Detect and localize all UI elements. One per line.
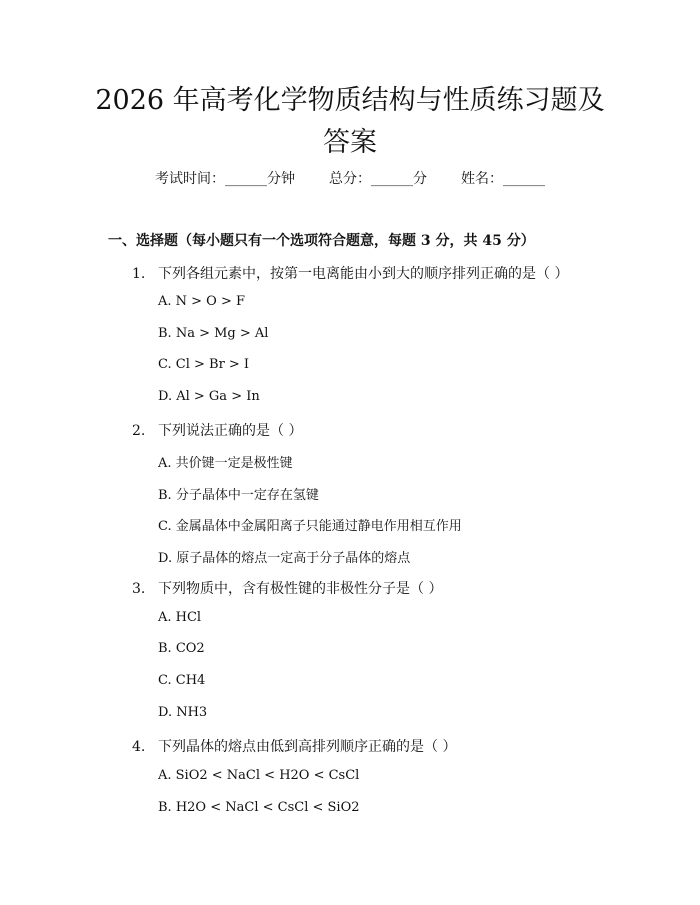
option-b: B. Na > Mg > Al xyxy=(158,326,269,341)
question-number: 2. xyxy=(132,423,146,439)
question-text: 下列各组元素中，按第一电离能由小到大的顺序排列正确的是（ ） xyxy=(158,266,569,282)
option-d: D. 原子晶体的熔点一定高于分子晶体的熔点 xyxy=(158,551,411,566)
question-2 xyxy=(132,420,302,440)
name-field: 姓名：______ xyxy=(461,171,545,187)
question-3 xyxy=(132,578,442,598)
page-title: 2026 年高考化学物质结构与性质练习题及答案 xyxy=(95,85,605,158)
question-text: 下列说法正确的是（ ） xyxy=(158,423,303,439)
option-b: B. H2O < NaCl < CsCl < SiO2 xyxy=(158,800,360,815)
question-text: 下列晶体的熔点由低到高排列顺序正确的是（ ） xyxy=(158,739,457,755)
option-c: C. 金属晶体中金属阳离子只能通过静电作用相互作用 xyxy=(158,519,462,534)
option-a: A. SiO2 < NaCl < H2O < CsCl xyxy=(158,768,360,783)
option-c: C. Cl > Br > I xyxy=(158,357,250,372)
option-a: A. HCl xyxy=(158,610,202,625)
question-number: 1. xyxy=(132,266,146,282)
option-a: A. N > O > F xyxy=(158,294,246,309)
option-d: D. NH3 xyxy=(158,705,208,720)
option-b: B. 分子晶体中一定存在氢键 xyxy=(158,488,319,503)
exam-time-field: 考试时间：______分钟 xyxy=(155,171,295,187)
section-heading: 一、选择题（每小题只有一个选项符合题意，每题 3 分，共 45 分） xyxy=(108,233,535,249)
question-1 xyxy=(132,263,568,283)
exam-info-line xyxy=(0,168,700,188)
option-b: B. CO2 xyxy=(158,641,205,656)
option-a: A. 共价键一定是极性键 xyxy=(158,456,293,471)
question-text: 下列物质中，含有极性键的非极性分子是（ ） xyxy=(158,581,443,597)
question-number: 4. xyxy=(132,739,146,755)
option-c: C. CH4 xyxy=(158,673,206,688)
question-4 xyxy=(132,736,456,756)
total-score-field: 总分：______分 xyxy=(329,171,427,187)
option-d: D. Al > Ga > In xyxy=(158,389,260,404)
question-number: 3. xyxy=(132,581,146,597)
